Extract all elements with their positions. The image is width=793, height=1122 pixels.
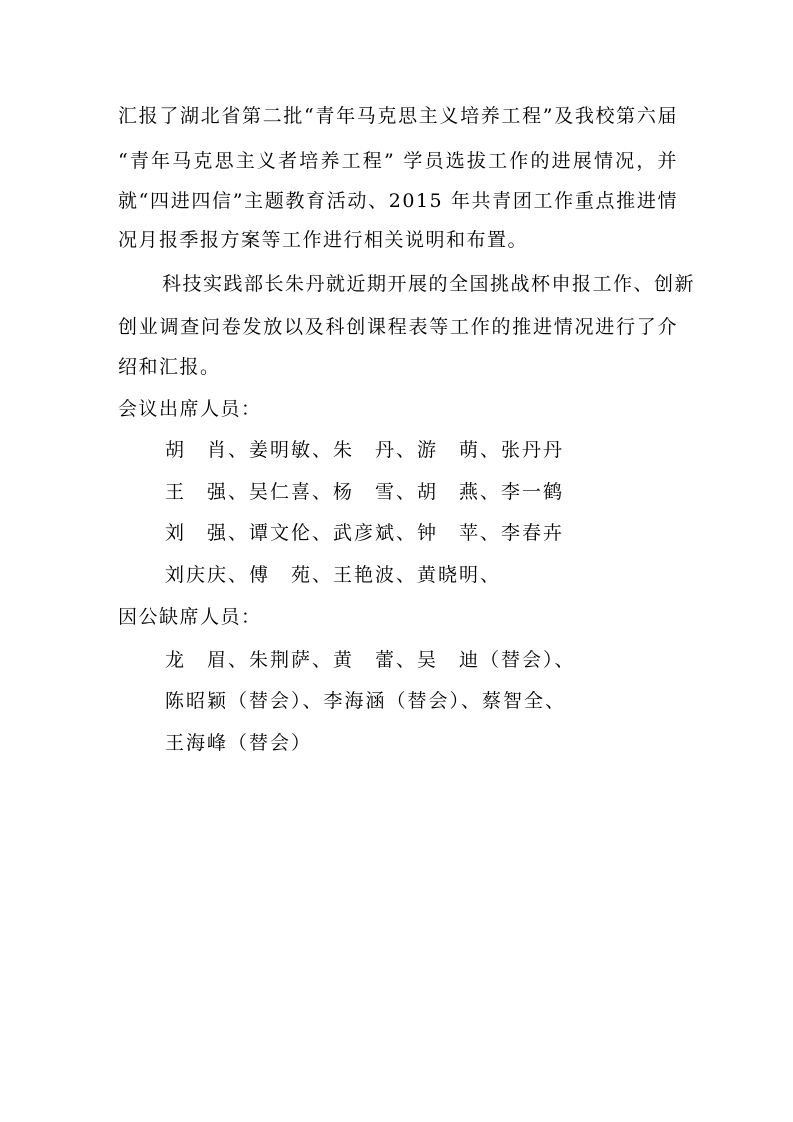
absentees-row-1: 龙 眉、朱荆萨、黄 蕾、吴 迪（替会）、	[165, 649, 576, 671]
absentees-heading: 因公缺席人员：	[118, 606, 262, 628]
attendees-row-1: 胡 肖、姜明敏、朱 丹、游 萌、张丹丹	[165, 439, 565, 461]
absentees-row-3: 王海峰（替会）	[165, 732, 313, 754]
attendees-heading: 会议出席人员：	[118, 398, 262, 420]
paragraph-1-line-4: 况月报季报方案等工作进行相关说明和布置。	[118, 229, 529, 251]
paragraph-1-line-1: 汇报了湖北省第二批“青年马克思主义培养工程”及我校第六届	[118, 105, 678, 127]
attendees-row-2: 王 强、吴仁喜、杨 雪、胡 燕、李一鹤	[165, 481, 565, 503]
paragraph-2-line-2: 创业调查问卷发放以及科创课程表等工作的推进情况进行了介	[118, 316, 678, 338]
paragraph-1-line-3: 就“四进四信”主题教育活动、2015 年共青团工作重点推进情	[118, 190, 678, 212]
absentees-row-2: 陈昭颖（替会）、李海涵（替会）、蔡智全、	[165, 690, 567, 712]
attendees-row-3: 刘 强、谭文伦、武彦斌、钟 苹、李春卉	[165, 522, 565, 544]
attendees-row-4: 刘庆庆、傅 苑、王艳波、黄晓明、	[165, 564, 502, 586]
paragraph-2-line-1: 科技实践部长朱丹就近期开展的全国挑战杯申报工作、创新	[162, 273, 696, 295]
paragraph-2-line-3: 绍和汇报。	[118, 356, 221, 378]
paragraph-1-line-2: “青年马克思主义者培养工程” 学员选拔工作的进展情况，并	[118, 150, 678, 172]
